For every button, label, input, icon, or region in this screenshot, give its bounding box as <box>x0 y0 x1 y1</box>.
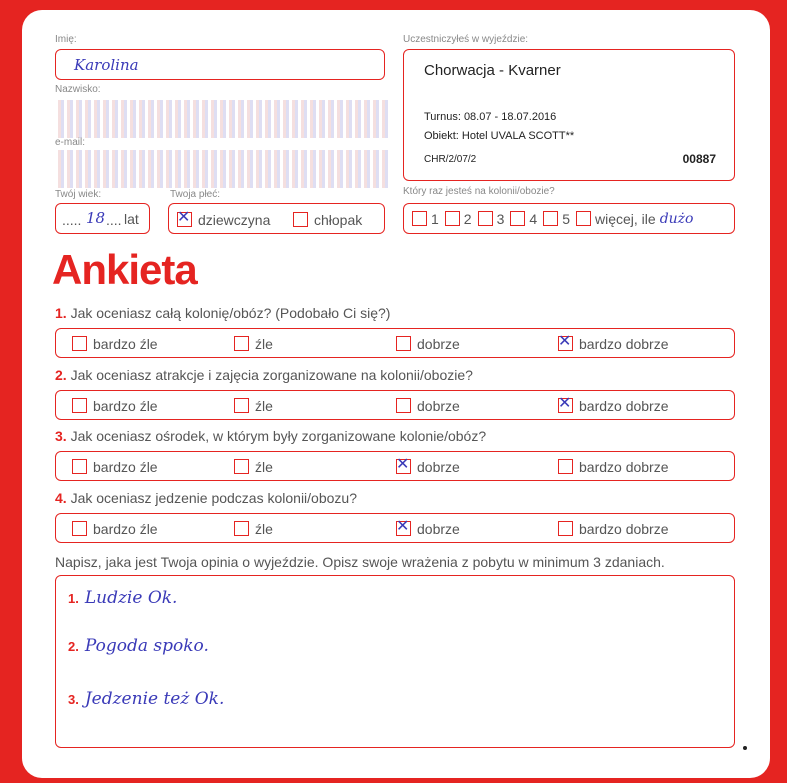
opinion-prompt: Napisz, jaka jest Twoja opinia o wyjeździe. Opisz swoje wrażenia z pobytu w minimum 3 zdaniach. <box>55 554 665 570</box>
answer-label: bardzo dobrze <box>579 458 669 475</box>
answer-checkbox[interactable]: ✕ <box>396 454 410 474</box>
answer-row <box>55 513 735 543</box>
times-option-label: 5 <box>562 210 570 227</box>
trip-label: Uczestniczyłeś w wyjeździe: <box>403 34 529 45</box>
opinion-line-text: Jedzenie też Ok. <box>84 689 225 709</box>
question-label: Jak oceniasz całą kolonię/obóz? (Podobało Ci się?) <box>70 305 391 321</box>
trip-box <box>403 49 735 181</box>
times-checkbox[interactable] <box>510 211 525 226</box>
answer-label: bardzo dobrze <box>579 335 669 352</box>
trip-number: 00887 <box>682 152 716 166</box>
times-more-value: dużo <box>659 210 694 227</box>
answer-label: dobrze <box>417 397 460 414</box>
opinion-line <box>68 588 177 608</box>
answer-label: bardzo źle <box>93 335 158 352</box>
answer-checkbox[interactable] <box>72 336 87 351</box>
answer-label: bardzo dobrze <box>579 520 669 537</box>
answer-checkbox[interactable] <box>234 521 249 536</box>
question-label: Jak oceniasz jedzenie podczas kolonii/obozu? <box>70 490 357 506</box>
answer-checkbox[interactable] <box>396 336 411 351</box>
trip-title: Chorwacja - Kvarner <box>424 62 561 79</box>
gender-male-label: chłopak <box>314 211 363 228</box>
answer-checkbox[interactable] <box>234 336 249 351</box>
answer-checkbox[interactable] <box>72 459 87 474</box>
question-number: 4. <box>55 490 67 506</box>
email-redacted <box>55 150 388 188</box>
times-checkbox[interactable] <box>445 211 460 226</box>
question-text <box>55 490 357 506</box>
times-label: Który raz jesteś na kolonii/obozie? <box>403 186 555 197</box>
times-option-label: 1 <box>431 210 439 227</box>
gender-female-label: dziewczyna <box>198 211 271 228</box>
opinion-line <box>68 689 224 709</box>
answer-checkbox[interactable] <box>72 521 87 536</box>
age-field[interactable]: ..... 18 .... lat <box>55 203 150 234</box>
times-checkbox[interactable] <box>412 211 427 226</box>
age-unit: lat <box>124 211 139 227</box>
dot <box>743 746 747 750</box>
name-value: Karolina <box>74 56 139 74</box>
answer-row <box>55 390 735 420</box>
opinion-line-text: Pogoda spoko. <box>84 636 209 656</box>
answer-checkbox[interactable] <box>234 398 249 413</box>
answer-label: bardzo źle <box>93 520 158 537</box>
question-label: Jak oceniasz ośrodek, w którym były zorganizowane kolonie/obóz? <box>70 428 487 444</box>
surname-label: Nazwisko: <box>55 84 101 95</box>
answer-label: źle <box>255 520 273 537</box>
opinion-line-number: 2. <box>68 639 79 654</box>
question-number: 2. <box>55 367 67 383</box>
answer-label: źle <box>255 335 273 352</box>
question-number: 3. <box>55 428 67 444</box>
answer-label: dobrze <box>417 520 460 537</box>
question-label: Jak oceniasz atrakcje i zajęcia zorganizowane na kolonii/obozie? <box>70 367 473 383</box>
answer-checkbox[interactable] <box>396 398 411 413</box>
answer-checkbox[interactable]: ✕ <box>558 393 572 413</box>
gender-female-checkbox[interactable]: ✕ <box>177 207 191 227</box>
trip-code: CHR/2/07/2 <box>424 154 477 165</box>
answer-checkbox[interactable] <box>234 459 249 474</box>
trip-obiekt: Obiekt: Hotel UVALA SCOTT** <box>424 130 575 142</box>
opinion-line-text: Ludzie Ok. <box>84 588 178 608</box>
answer-label: źle <box>255 458 273 475</box>
question-text <box>55 305 390 321</box>
times-checkbox[interactable] <box>478 211 493 226</box>
answer-label: bardzo dobrze <box>579 397 669 414</box>
name-label: Imię: <box>55 34 77 45</box>
opinion-line-number: 1. <box>68 591 79 606</box>
age-value: 18 <box>86 209 106 227</box>
name-field[interactable] <box>55 49 385 80</box>
answer-checkbox[interactable]: ✕ <box>396 516 410 536</box>
gender-label: Twoja płeć: <box>170 189 221 200</box>
question-text <box>55 428 486 444</box>
page-title: Ankieta <box>52 246 197 293</box>
gender-male-checkbox[interactable] <box>293 212 308 227</box>
answer-label: bardzo źle <box>93 458 158 475</box>
opinion-box[interactable] <box>55 575 735 748</box>
trip-turnus: Turnus: 08.07 - 18.07.2016 <box>424 111 557 123</box>
answer-row <box>55 328 735 358</box>
opinion-line <box>68 636 209 656</box>
times-field <box>403 203 735 234</box>
answer-checkbox[interactable]: ✕ <box>558 331 572 351</box>
answer-checkbox[interactable] <box>72 398 87 413</box>
email-label: e-mail: <box>55 137 86 148</box>
answer-row <box>55 451 735 481</box>
answer-label: dobrze <box>417 335 460 352</box>
times-option-label: 4 <box>529 210 538 227</box>
answer-checkbox[interactable] <box>558 459 573 474</box>
times-option-label: 2 <box>463 210 472 227</box>
answer-label: źle <box>255 397 273 414</box>
answer-checkbox[interactable] <box>558 521 573 536</box>
question-number: 1. <box>55 305 67 321</box>
surname-redacted <box>55 100 388 138</box>
opinion-line-number: 3. <box>68 692 79 707</box>
gender-field <box>168 203 385 234</box>
times-checkbox[interactable] <box>543 211 558 226</box>
question-text <box>55 367 473 383</box>
times-option-label: 3 <box>496 210 505 227</box>
answer-label: dobrze <box>417 458 460 475</box>
answer-label: bardzo źle <box>93 397 158 414</box>
times-more-label: więcej, ile <box>594 210 656 227</box>
times-more-checkbox[interactable] <box>576 211 591 226</box>
age-label: Twój wiek: <box>55 189 102 200</box>
